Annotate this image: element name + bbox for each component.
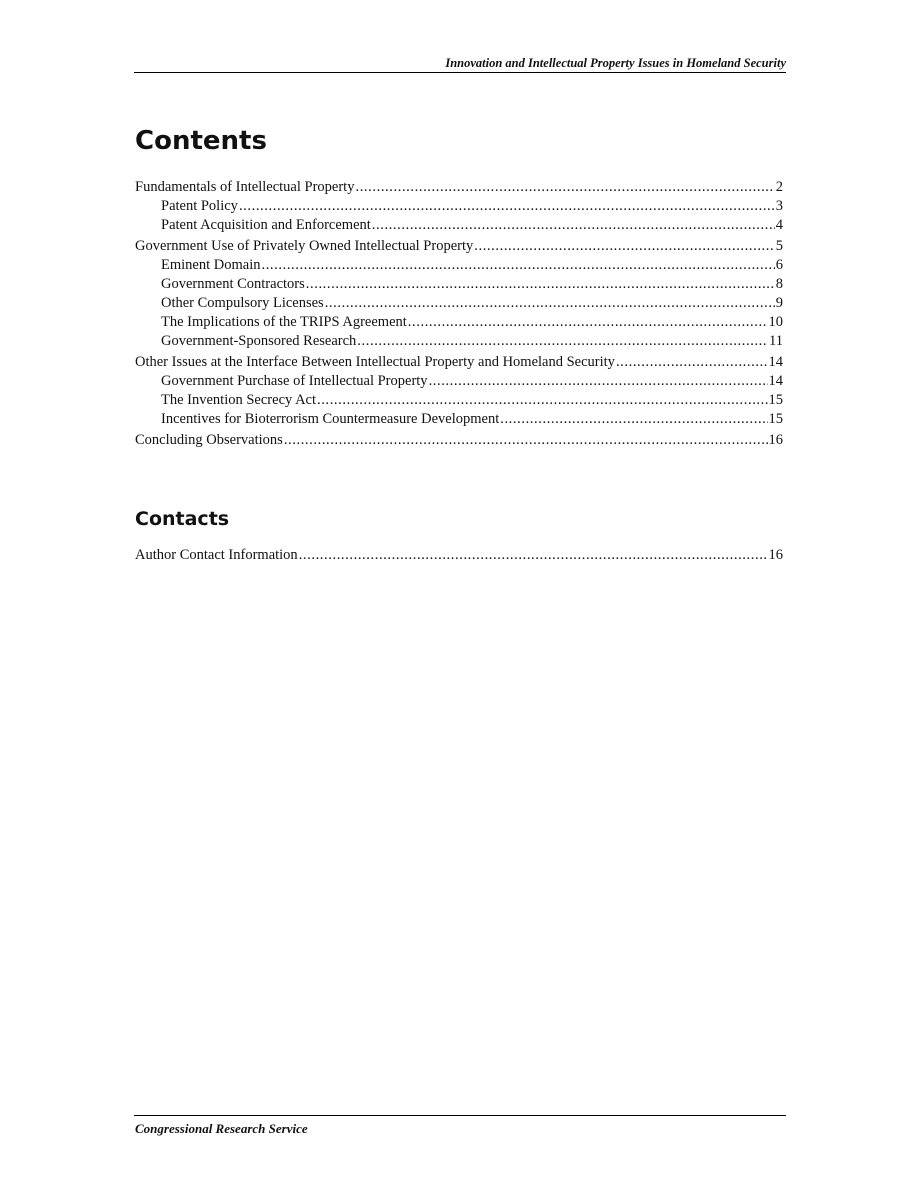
toc-dot-leader bbox=[355, 179, 774, 196]
toc-entry-page: 16 bbox=[768, 547, 783, 563]
toc-entry[interactable] bbox=[135, 371, 783, 390]
toc-entry-title: Other Compulsory Licenses bbox=[161, 295, 324, 311]
toc-entry[interactable] bbox=[135, 293, 783, 312]
toc-entry[interactable] bbox=[135, 236, 783, 255]
toc-entry[interactable] bbox=[135, 196, 783, 215]
contacts-heading: Contacts bbox=[135, 508, 230, 530]
toc-entry-title: Patent Acquisition and Enforcement bbox=[161, 217, 371, 233]
toc-entry-title: The Invention Secrecy Act bbox=[161, 392, 317, 408]
toc-dot-leader bbox=[372, 217, 775, 234]
toc-entry[interactable] bbox=[135, 409, 783, 428]
toc-entry[interactable] bbox=[135, 177, 783, 196]
toc-dot-leader bbox=[429, 373, 768, 390]
footer-rule bbox=[134, 1115, 786, 1116]
toc-dot-leader bbox=[408, 314, 768, 331]
toc-dot-leader bbox=[500, 411, 767, 428]
toc-entry[interactable] bbox=[135, 430, 783, 449]
toc-entry-title: Government-Sponsored Research bbox=[161, 333, 357, 349]
toc-entry-page: 8 bbox=[775, 276, 783, 292]
toc-dot-leader bbox=[239, 198, 775, 215]
toc-dot-leader bbox=[325, 295, 775, 312]
toc-entry-title: Government Use of Privately Owned Intellectual Property bbox=[135, 238, 474, 254]
toc-entry-title: Other Issues at the Interface Between Intellectual Property and Homeland Security bbox=[135, 354, 615, 370]
toc-entry-title: Patent Policy bbox=[161, 198, 238, 214]
toc-entry[interactable] bbox=[135, 312, 783, 331]
running-header: Innovation and Intellectual Property Issues in Homeland Security bbox=[445, 56, 786, 70]
toc-entry-page: 2 bbox=[775, 179, 783, 195]
running-footer: Congressional Research Service bbox=[135, 1121, 308, 1136]
header-rule bbox=[134, 72, 786, 73]
toc-entry-page: 15 bbox=[768, 411, 783, 427]
toc-entry-page: 9 bbox=[775, 295, 783, 311]
toc-entry-page: 5 bbox=[775, 238, 783, 254]
toc-entry-page: 3 bbox=[775, 198, 783, 214]
toc-entry[interactable] bbox=[135, 274, 783, 293]
toc-entry-title: Concluding Observations bbox=[135, 432, 283, 448]
toc-entry-title: The Implications of the TRIPS Agreement bbox=[161, 314, 407, 330]
toc-entry-title: Incentives for Bioterrorism Countermeasure Development bbox=[161, 411, 500, 427]
toc-dot-leader bbox=[474, 238, 775, 255]
toc-dot-leader bbox=[261, 257, 774, 274]
toc-entry-page: 15 bbox=[768, 392, 783, 408]
contacts-list bbox=[135, 545, 783, 564]
toc-entry-page: 6 bbox=[775, 257, 783, 273]
toc-entry-title: Government Contractors bbox=[161, 276, 305, 292]
toc-entry-page: 14 bbox=[768, 354, 783, 370]
toc-entry-page: 11 bbox=[769, 333, 783, 349]
toc-entry-page: 10 bbox=[768, 314, 783, 330]
toc-entry-title: Eminent Domain bbox=[161, 257, 261, 273]
toc-entry[interactable] bbox=[135, 255, 783, 274]
toc-entry[interactable] bbox=[135, 352, 783, 371]
toc-dot-leader bbox=[357, 333, 768, 350]
toc-entry-title: Government Purchase of Intellectual Property bbox=[161, 373, 428, 389]
toc-entry[interactable] bbox=[135, 331, 783, 350]
toc-dot-leader bbox=[317, 392, 767, 409]
table-of-contents bbox=[135, 177, 783, 449]
toc-entry-title: Author Contact Information bbox=[135, 547, 298, 563]
toc-entry[interactable] bbox=[135, 390, 783, 409]
toc-dot-leader bbox=[616, 354, 768, 371]
toc-entry-title: Fundamentals of Intellectual Property bbox=[135, 179, 355, 195]
toc-entry-page: 16 bbox=[768, 432, 783, 448]
toc-entry-page: 4 bbox=[775, 217, 783, 233]
toc-entry[interactable] bbox=[135, 545, 783, 564]
contents-heading: Contents bbox=[135, 126, 267, 156]
toc-dot-leader bbox=[306, 276, 775, 293]
toc-entry-page: 14 bbox=[768, 373, 783, 389]
toc-dot-leader bbox=[284, 432, 768, 449]
toc-entry[interactable] bbox=[135, 215, 783, 234]
toc-dot-leader bbox=[299, 547, 768, 564]
